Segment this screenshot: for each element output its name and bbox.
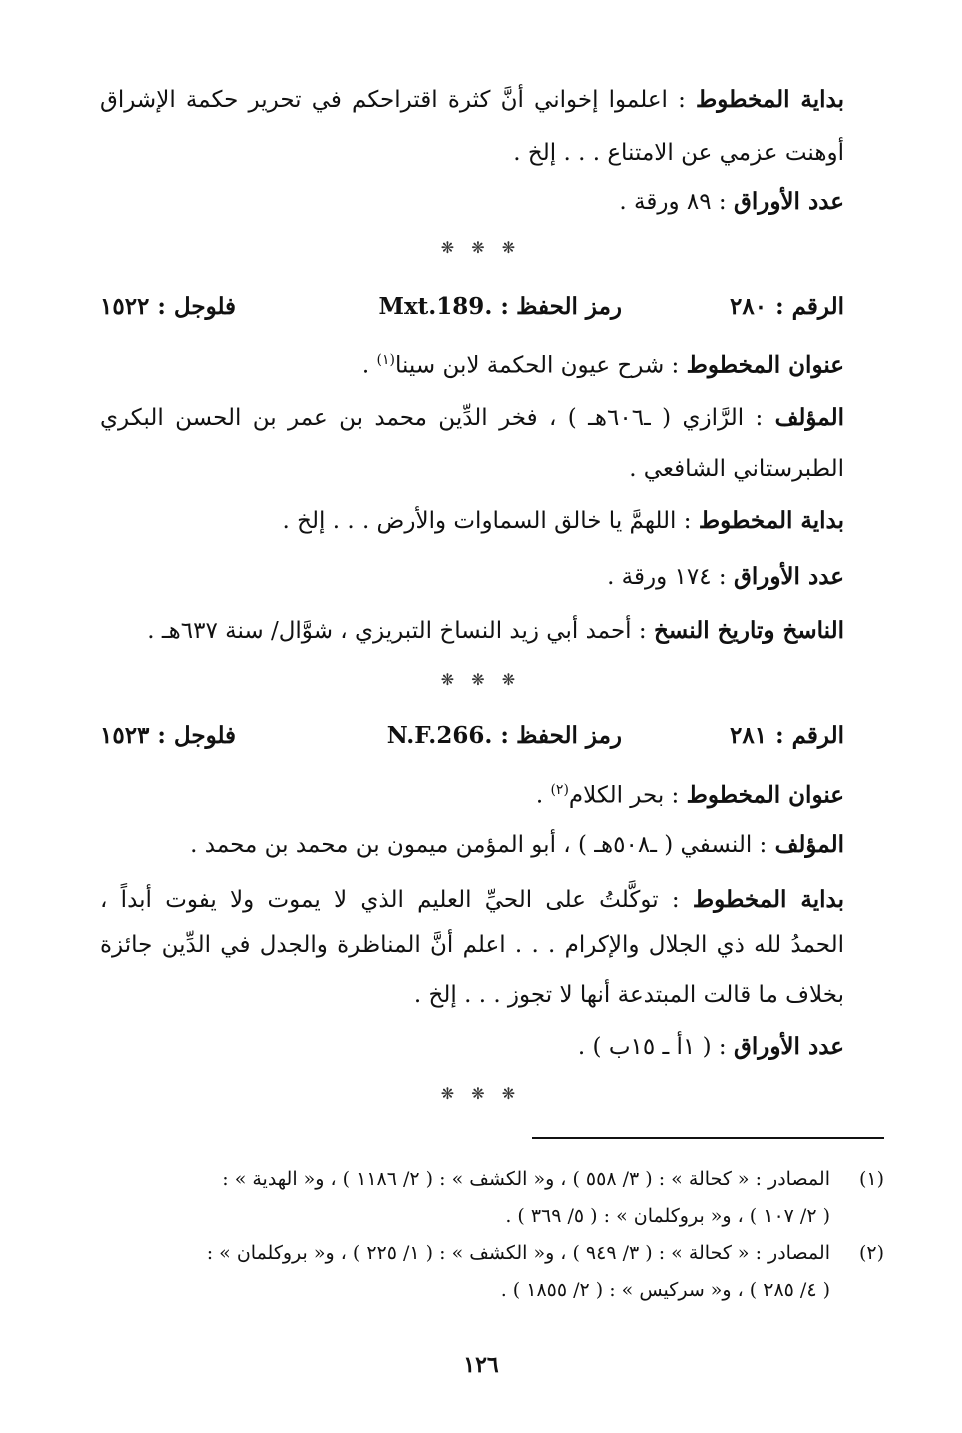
entry-280-folios-value: : ١٧٤ ورقة .: [607, 564, 727, 590]
section-separator-2: ❋ ❋ ❋: [440, 670, 522, 689]
prev-beginning-line-1: [100, 84, 844, 116]
footnote-2-marker: (٢): [858, 1242, 884, 1264]
footnote-1-line-2: ( ٢/ ١٠٧ ) ، و« بروكلمان » : ( ٥/ ٣٦٩ ) .: [505, 1205, 830, 1227]
footnote-ref-1[interactable]: (١): [376, 352, 395, 368]
footnote-1-line-1: المصادر : « كحالة » : ( ٣/ ٥٥٨ ) ، و« الكشف » : ( ٢/ ١١٨٦ ) ، و« الهدية » :: [222, 1168, 830, 1190]
entry-280-author-text-1: : الرَّازي ( ـ٦٠٦هـ ) ، فخر الدِّين محمد بن عمر بن الحسن البكري: [100, 405, 764, 431]
entry-280-title-label: عنوان المخطوط: [686, 351, 844, 379]
entry-281-meta-row: [100, 719, 844, 753]
entry-280-author-label: المؤلف: [774, 404, 844, 431]
prev-beginning-label: بداية المخطوط: [696, 86, 845, 113]
footnote-rule: [532, 1137, 884, 1139]
entry-280-copyist-label: الناسخ وتاريخ النسخ: [653, 617, 844, 644]
entry-281-beginning-line-3: بخلاف ما قالت المبتدعة أنها لا تجوز . . . إلخ .: [413, 982, 844, 1008]
footnote-ref-2[interactable]: (٢): [550, 782, 569, 798]
footnote-2-line-2: ( ٤/ ٢٨٥ ) ، و« سركيس » : ( ٢/ ١٨٥٥ ) .: [500, 1279, 830, 1301]
footnote-2-line-1: المصادر : « كحالة » : ( ٣/ ٩٤٩ ) ، و« الكشف » : ( ١/ ٢٢٥ ) ، و« بروكلمان » :: [206, 1242, 830, 1264]
entry-280-author-line-2: الطبرستاني الشافعي .: [629, 456, 844, 482]
prev-folios-line: [619, 186, 844, 218]
entry-281-number: الرقم : ٢٨١: [730, 722, 844, 749]
section-separator-3: ❋ ❋ ❋: [440, 1084, 522, 1103]
entry-280-shelfmark: رمز الحفظ : .Mxt.189: [378, 293, 622, 320]
entry-280-shelf-value: : .Mxt.189: [378, 293, 509, 320]
section-separator-1: ❋ ❋ ❋: [440, 238, 522, 257]
footnote-1-marker: (١): [858, 1168, 884, 1190]
entry-280-beginning-label: بداية المخطوط: [698, 507, 844, 534]
entry-281-author-line: [190, 829, 844, 861]
entry-280-beginning-line: [283, 505, 844, 537]
entry-281-beginning-line-2: الحمدُ لله ذي الجلال والإكرام . . . اعلم أنَّ المناظرة والجدل في الدِّين جائزة: [100, 932, 844, 958]
entry-281-flugel: فلوجل : ١٥٢٣: [100, 722, 237, 749]
prev-beginning-text-1: : اعلموا إخواني أنَّ كثرة اقتراحكم في تحرير حكمة الإشراق: [100, 87, 686, 113]
prev-folios-label: عدد الأوراق: [733, 188, 844, 215]
entry-280-author-line-1: [100, 402, 844, 434]
entry-281-title-value: : بحر الكلام: [568, 782, 680, 809]
entry-280-copyist-value: : أحمد أبي زيد النساخ التبريزي ، شوَّال/ سنة ٦٣٧هـ .: [147, 618, 647, 644]
page-number: ١٢٦: [463, 1352, 499, 1378]
entry-281-shelf-value: : .N.F.266: [386, 722, 509, 749]
entry-281-folios-line: [578, 1031, 844, 1063]
entry-281-title-label: عنوان المخطوط: [686, 781, 844, 809]
prev-folios-value: : ٨٩ ورقة .: [619, 189, 727, 215]
entry-280-title-value: : شرح عيون الحكمة لابن سينا: [394, 352, 680, 379]
prev-beginning-line-2: أوهنت عزمي عن الامتناع . . . إلخ .: [513, 140, 844, 166]
entry-281-author-value: : النسفي ( ـ٥٠٨هـ ) ، أبو المؤمن ميمون بن محمد بن محمد .: [190, 832, 768, 858]
entry-280-number: الرقم : ٢٨٠: [730, 293, 844, 320]
entry-280-meta-row: [100, 290, 844, 324]
entry-281-folios-value: : ( ١أ ـ ١٥ب ) .: [577, 1034, 727, 1060]
entry-280-title-line: عنوان المخطوط : شرح عيون الحكمة لابن سينا$^{(١)}$ .: [361, 351, 844, 379]
entry-281-author-label: المؤلف: [774, 831, 844, 858]
entry-281-beginning-text-1: : توكَّلتُ على الحيِّ العليم الذي لا يموت ولا يفوت أبداً ،: [100, 887, 680, 913]
entry-281-shelfmark: رمز الحفظ : .N.F.266: [386, 722, 622, 749]
entry-280-copyist-line: [147, 615, 844, 647]
entry-280-flugel: فلوجل : ١٥٢٢: [100, 293, 237, 320]
entry-281-beginning-line-1: [100, 884, 844, 916]
entry-280-beginning-value: : اللهمَّ يا خالق السماوات والأرض . . . إلخ .: [282, 508, 692, 534]
entry-281-title-line: عنوان المخطوط : بحر الكلام$^{(٢)}$ .: [535, 781, 844, 809]
entry-281-beginning-label: بداية المخطوط: [692, 886, 844, 913]
entry-280-folios-line: [607, 561, 844, 593]
entry-280-folios-label: عدد الأوراق: [733, 563, 844, 590]
entry-281-folios-label: عدد الأوراق: [733, 1033, 844, 1060]
